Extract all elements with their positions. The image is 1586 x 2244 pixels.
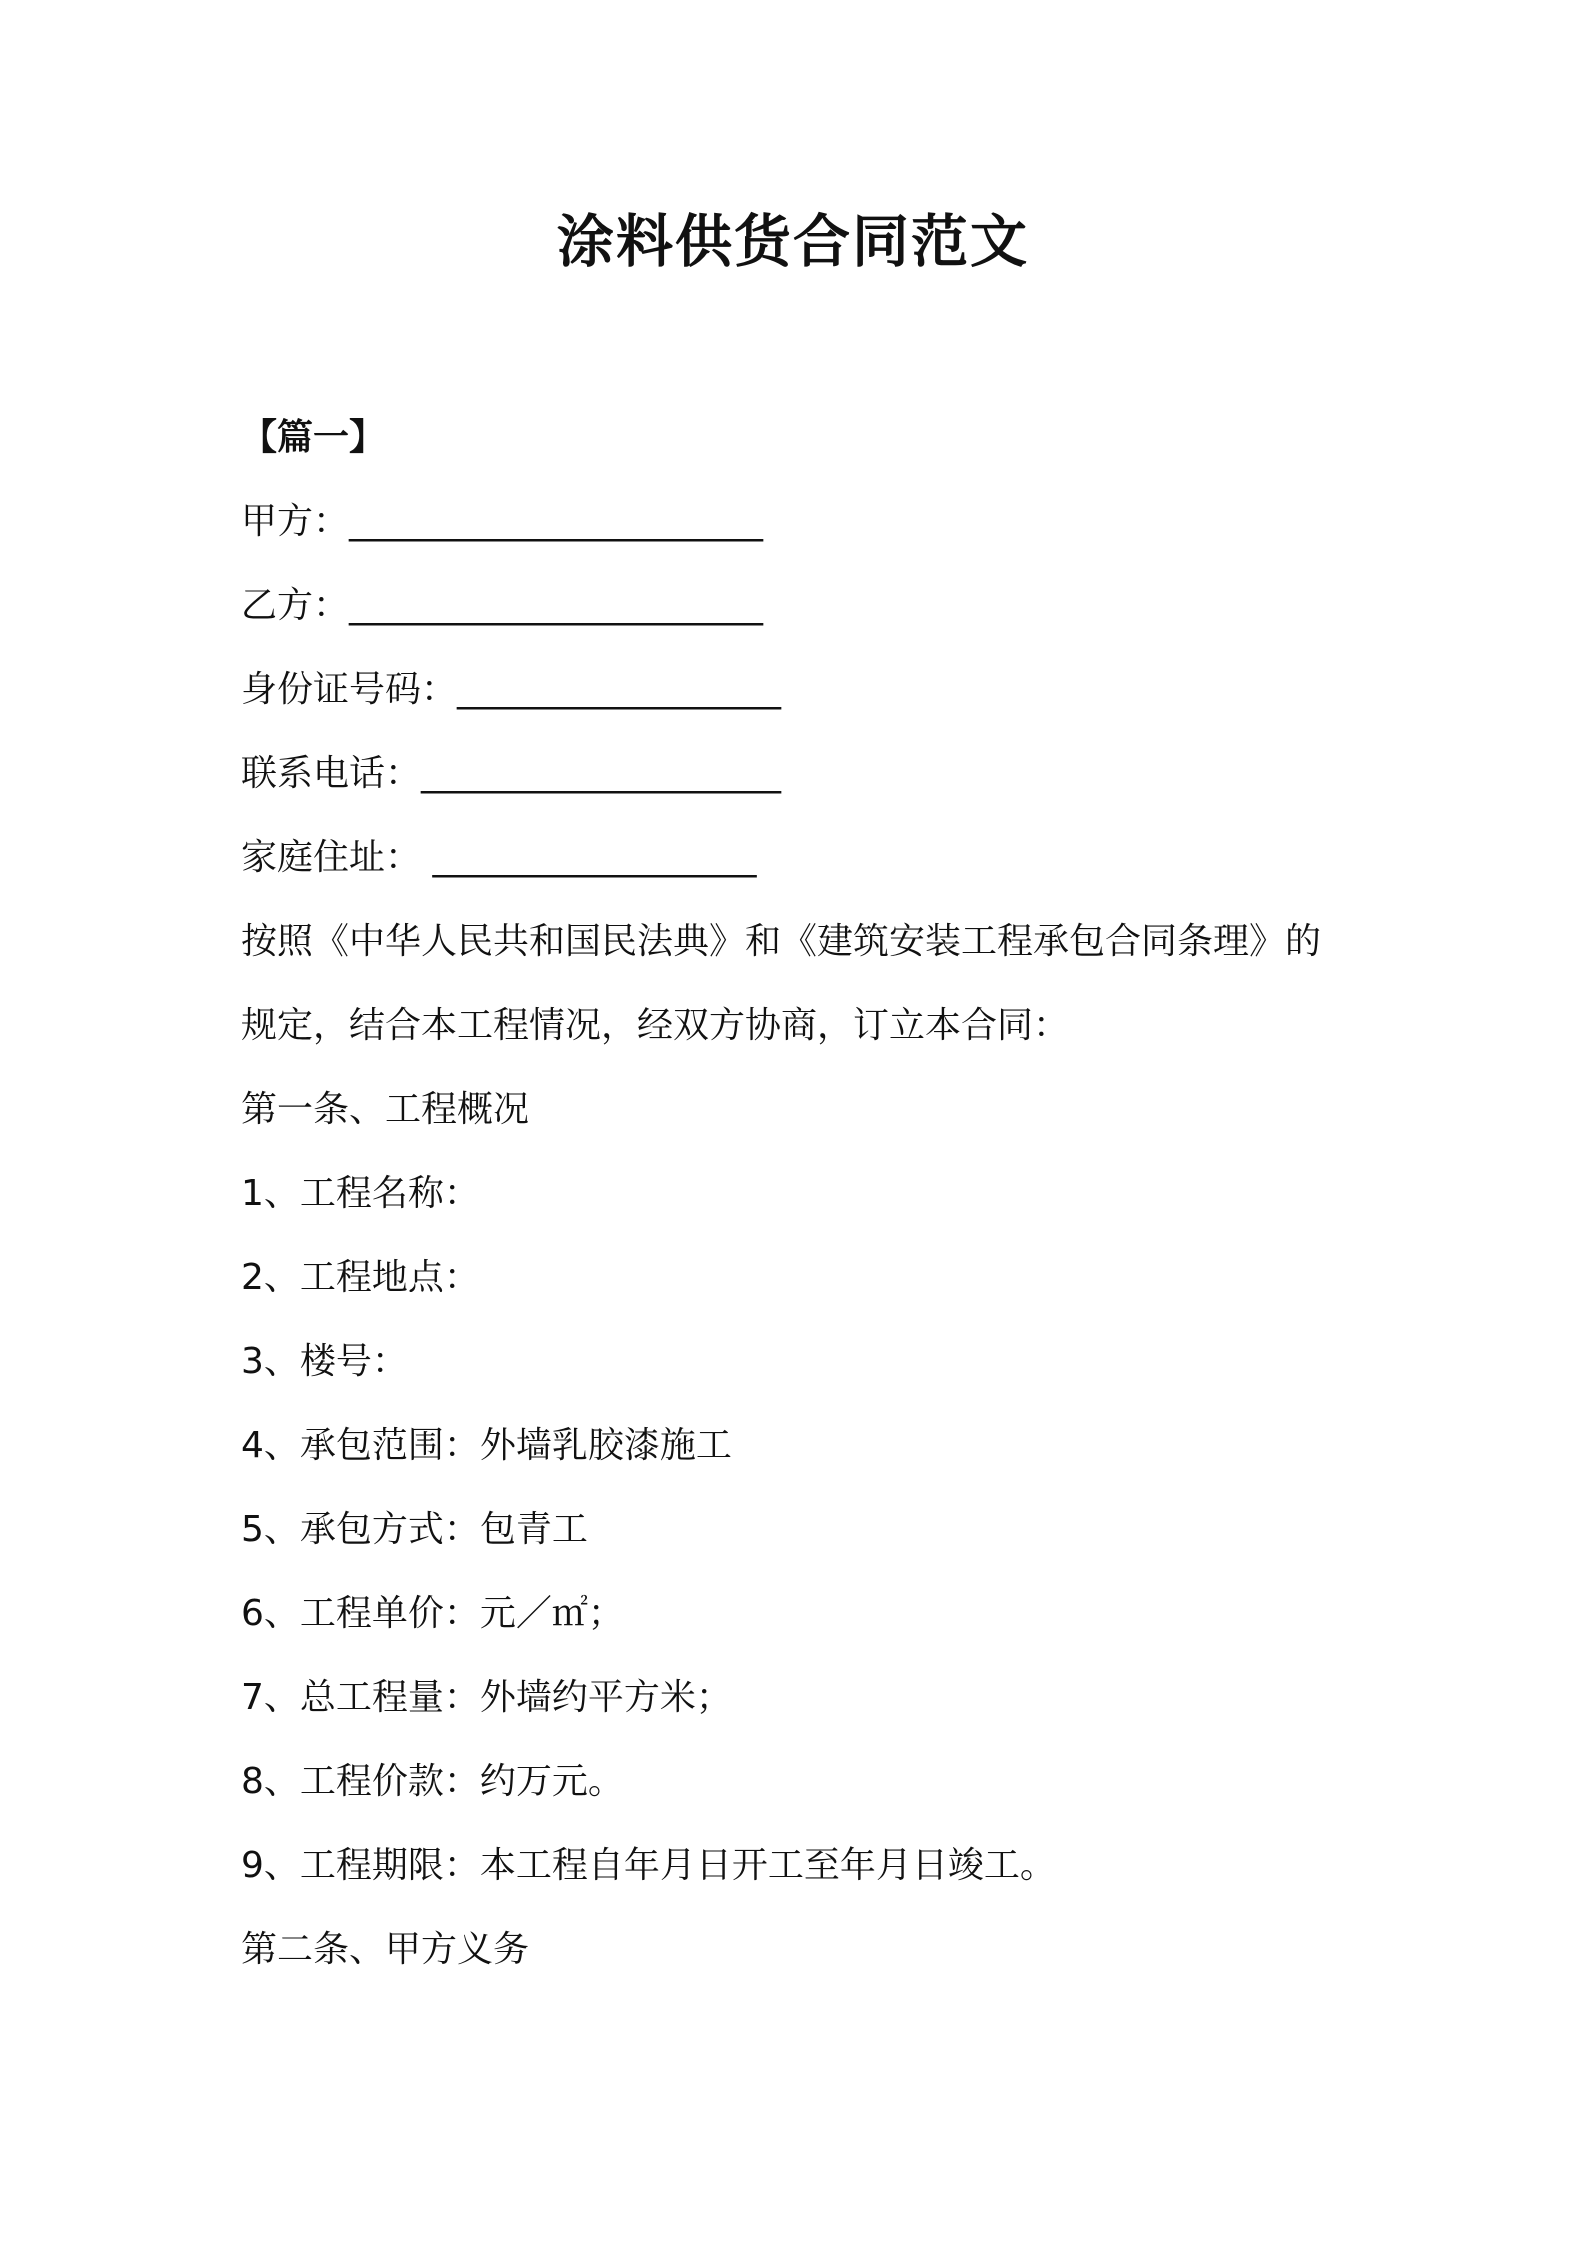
- party-a-field: 甲方：_______________________: [241, 501, 764, 542]
- document-title: 涂料供货合同范文: [557, 209, 1029, 275]
- list-item: 8、工程价款：约万元。: [241, 1761, 624, 1802]
- article-2-heading: 第二条、甲方义务: [241, 1929, 530, 1970]
- party-b-field: 乙方：_______________________: [241, 585, 764, 626]
- preamble-line-1: 按照《中华人民共和国民法典》和《建筑安装工程承包合同条理》的: [241, 921, 1322, 962]
- list-item: 2、工程地点：: [241, 1257, 480, 1298]
- list-item: 5、承包方式：包青工: [241, 1509, 588, 1550]
- article-1-heading: 第一条、工程概况: [241, 1089, 530, 1130]
- list-item: 9、工程期限：本工程自年月日开工至年月日竣工。: [241, 1845, 1056, 1886]
- phone-field: 联系电话：____________________: [241, 753, 782, 794]
- list-item: 4、承包范围：外墙乳胶漆施工: [241, 1425, 732, 1466]
- list-item: 3、楼号：: [241, 1341, 408, 1382]
- list-item: 7、总工程量：外墙约平方米；: [241, 1677, 732, 1718]
- id-number-field: 身份证号码：__________________: [241, 669, 782, 710]
- address-field: 家庭住址： __________________: [241, 837, 757, 878]
- preamble-line-2: 规定，结合本工程情况，经双方协商，订立本合同：: [241, 1005, 1070, 1046]
- list-item: 6、工程单价：元／㎡；: [241, 1593, 624, 1634]
- section-label: 【篇一】: [241, 417, 386, 458]
- list-item: 1、工程名称：: [241, 1173, 480, 1214]
